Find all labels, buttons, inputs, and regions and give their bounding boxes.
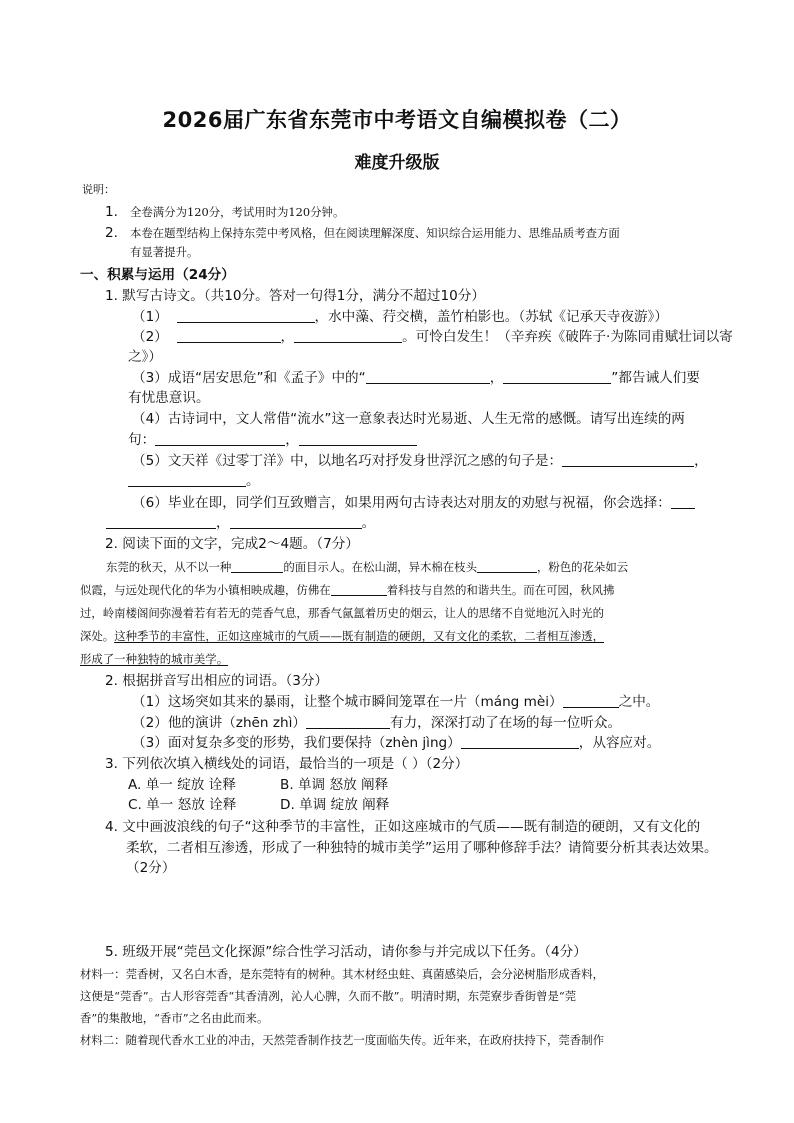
question-line: （6）毕业在即，同学们互致赠言，如果用两句古诗表达对朋友的劝慰与祝福，你会选择： xyxy=(132,493,695,513)
answer-blank[interactable] xyxy=(306,714,390,729)
answer-blank[interactable] xyxy=(230,514,362,529)
question-line: 柔软，二者相互渗透，形成了一种独特的城市美学”运用了哪种修辞手法？请简要分析其表达效果。 xyxy=(126,840,718,856)
answer-blank[interactable] xyxy=(294,328,402,343)
answer-blank[interactable] xyxy=(563,693,619,708)
answer-blank[interactable] xyxy=(331,581,387,596)
question-stem: 3. 下列依次填入横线处的词语，最恰当的一项是（ ）（2分） xyxy=(105,756,469,772)
answer-blank[interactable] xyxy=(177,328,281,343)
material-line: 材料二：随着现代香水工业的冲击，天然莞香制作技艺一度面临失传。近年来，在政府扶持下，莞香制作 xyxy=(80,1033,604,1047)
instructions-label: 说明： xyxy=(82,183,115,196)
answer-blank[interactable] xyxy=(562,452,694,467)
question-line: （3）成语“居安思危”和《孟子》中的“ ， ”都告诫人们要 xyxy=(132,370,700,386)
question-line: （2） ， 。可怜白发生！（辛弃疾《破阵子·为陈同甫赋壮词以寄 xyxy=(132,329,733,345)
answer-blank[interactable] xyxy=(366,369,490,384)
question-stem: 2. 根据拼音写出相应的词语。（3分） xyxy=(105,673,329,689)
answer-blank[interactable] xyxy=(231,558,283,573)
question-line: 。 xyxy=(128,471,260,491)
answer-blank[interactable] xyxy=(106,514,216,529)
passage-line: 过，岭南楼阁间弥漫着若有若无的莞香气息，那香气氤氲着历史的烟云，让人的思绪不自觉地沉入时光的 xyxy=(80,606,604,620)
question-line: （1）这场突如其来的暴雨，让整个城市瞬间笼罩在一片（máng mèi） 之中。 xyxy=(132,694,660,710)
question-line: ， 。 xyxy=(106,513,375,533)
wavy-underlined-sentence: 形成了一种独特的城市美学。 xyxy=(80,652,229,666)
question-stem: 4. 文中画波浪线的句子“这种季节的丰富性，正如这座城市的气质——既有制造的硬朗，又有文化的 xyxy=(105,819,701,835)
choice-option[interactable]: D. 单调 绽放 阐释 xyxy=(280,797,390,813)
answer-blank[interactable] xyxy=(128,472,246,487)
passage-line: 深处。这种季节的丰富性，正如这座城市的气质——既有制造的硬朗，又有文化的柔软，二者相互渗透， xyxy=(80,629,604,643)
instruction-text: 本卷在题型结构上保持东莞中考风格，但在阅读理解深度、知识综合运用能力、思维品质考查方面 xyxy=(130,226,620,240)
choice-option[interactable]: B. 单调 怒放 阐释 xyxy=(280,777,389,793)
question-line: （4）古诗词中，文人常借“流水”这一意象表达时光易逝、人生无常的感慨。请写出连续的两 xyxy=(132,411,685,427)
answer-blank[interactable] xyxy=(461,734,579,749)
passage-line: 似霞，与远处现代化的华为小镇相映成趣，仿佛在 着科技与自然的和谐共生。而在可园，秋风拂 xyxy=(80,583,615,597)
answer-blank[interactable] xyxy=(477,558,537,573)
choice-option[interactable]: C. 单一 怒放 诠释 xyxy=(128,797,237,813)
answer-blank[interactable] xyxy=(503,369,611,384)
choice-option[interactable]: A. 单一 绽放 诠释 xyxy=(128,777,236,793)
question-stem: 5. 班级开展“莞邑文化探源”综合性学习活动，请你参与并完成以下任务。（4分） xyxy=(105,944,587,960)
page-title: 2026届广东省东莞市中考语文自编模拟卷（二） xyxy=(162,108,632,132)
instruction-text: 有显著提升。 xyxy=(130,245,199,259)
instruction-num: 1. xyxy=(105,204,118,220)
material-line: 这便是“莞香”。古人形容莞香“其香清冽，沁人心脾，久而不散”。明清时期，东莞寮步香街曾是“莞 xyxy=(80,989,577,1003)
question-line: （2）他的演讲（zhēn zhì） 有力，深深打动了在场的每一位听众。 xyxy=(132,715,622,731)
question-line: 之》） xyxy=(128,349,162,365)
question-line: （2分） xyxy=(126,860,176,876)
question-line: （3）面对复杂多变的形势，我们要保持（zhèn jìng） ，从容应对。 xyxy=(132,735,661,751)
question-line: 句： ， xyxy=(128,430,417,450)
section-heading: 一、积累与运用（24分） xyxy=(80,267,235,283)
answer-blank[interactable] xyxy=(155,431,285,446)
page-subtitle: 难度升级版 xyxy=(354,153,440,173)
question-line: （1） ，水中藻、荇交横，盖竹柏影也。（苏轼《记承天寺夜游》） xyxy=(132,309,668,325)
answer-blank[interactable] xyxy=(177,308,315,323)
question-line: 有忧患意识。 xyxy=(128,390,210,406)
instruction-text: 全卷满分为120分，考试用时为120分钟。 xyxy=(130,205,345,219)
material-line: 香”的集散地，“香市”之名由此而来。 xyxy=(80,1011,269,1025)
passage-line: 东莞的秋天，从不以一种 的面目示人。在松山湖，异木棉在枝头 ，粉色的花朵如云 xyxy=(106,560,629,574)
material-line: 材料一：莞香树，又名白木香，是东莞特有的树种。其木材经虫蛀、真菌感染后，会分泌树脂形成香料， xyxy=(80,967,604,981)
answer-blank[interactable] xyxy=(299,431,417,446)
question-stem: 1. 默写古诗文。（共10分。答对一句得1分，满分不超过10分） xyxy=(105,288,485,304)
question-stem: 2. 阅读下面的文字，完成2～4题。（7分） xyxy=(105,536,359,552)
wavy-underlined-sentence: 这种季节的丰富性，正如这座城市的气质——既有制造的硬朗，又有文化的柔软，二者相互渗透， xyxy=(114,629,604,643)
instruction-num: 2. xyxy=(105,225,118,241)
answer-blank[interactable] xyxy=(671,494,695,509)
question-line: （5）文天祥《过零丁洋》中，以地名巧对抒发身世浮沉之感的句子是： ， xyxy=(132,453,708,469)
